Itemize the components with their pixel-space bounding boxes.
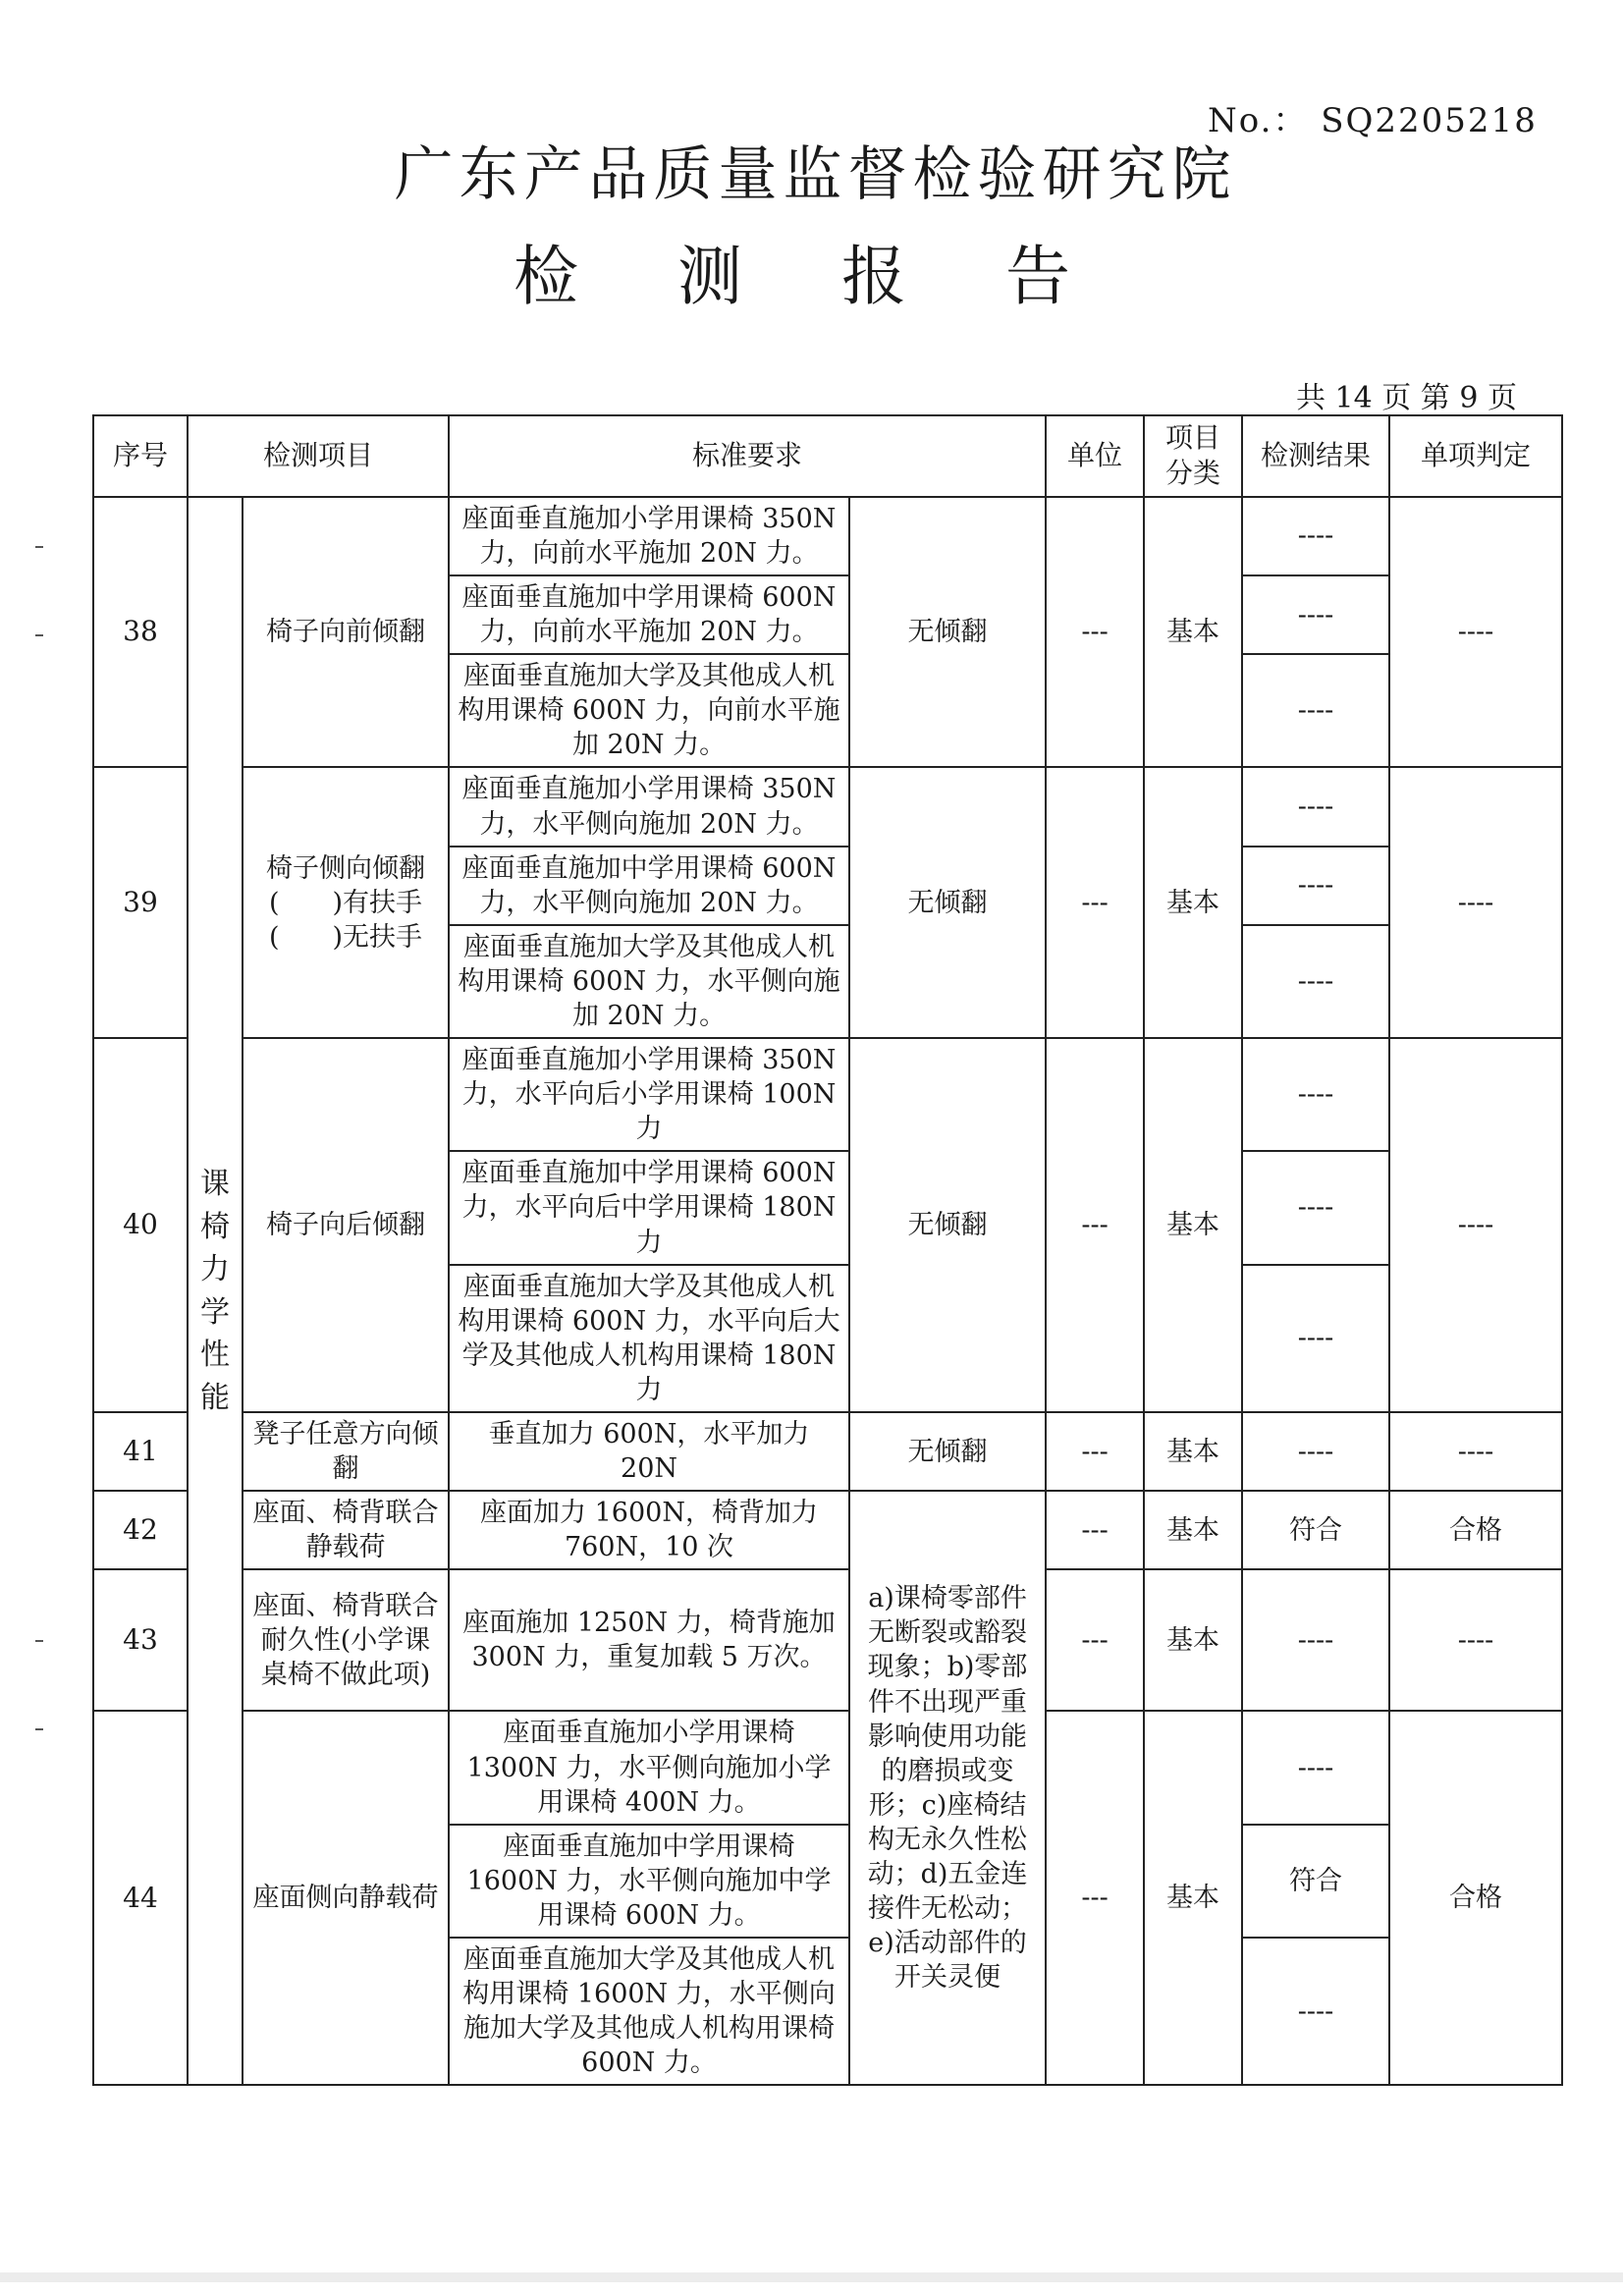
verdict: 合格: [1389, 1711, 1562, 2085]
row-number: 39: [93, 767, 188, 1038]
table-row: [93, 1412, 1562, 1491]
test-item: [243, 767, 449, 1038]
result: ----: [1242, 654, 1389, 767]
unit: ---: [1046, 1038, 1144, 1412]
classification: 基本: [1144, 497, 1242, 768]
category-label: 课 椅 力 学 性 能: [200, 1167, 230, 1415]
verdict: ----: [1389, 497, 1562, 768]
verdict: ----: [1389, 1569, 1562, 1711]
test-item: 椅子向前倾翻: [243, 497, 449, 768]
test-condition: 座面垂直施加大学及其他成人机构用课椅 600N 力，向前水平施加 20N 力。: [449, 654, 849, 767]
col-header-unit: 单位: [1046, 415, 1144, 497]
test-condition: 座面垂直施加小学用课椅 350N 力，水平侧向施加 20N 力。: [449, 767, 849, 846]
result: ----: [1242, 1412, 1389, 1491]
test-condition: 座面垂直施加中学用课椅 1600N 力，水平侧向施加中学用课椅 600N 力。: [449, 1825, 849, 1938]
classification: 基本: [1144, 1491, 1242, 1569]
test-condition: 座面垂直施加大学及其他成人机构用课椅 600N 力，水平向后大学及其他成人机构用课椅 180N 力: [449, 1265, 849, 1412]
criterion: 无倾翻: [849, 767, 1046, 1038]
classification: 基本: [1144, 1412, 1242, 1491]
result: ----: [1242, 767, 1389, 846]
result: ----: [1242, 925, 1389, 1038]
test-condition: 座面垂直施加中学用课椅 600N 力，水平向后中学用课椅 180N 力: [449, 1151, 849, 1264]
test-condition: 座面施加 1250N 力，椅背施加 300N 力，重复加载 5 万次。: [449, 1569, 849, 1711]
test-item: 凳子任意方向倾翻: [243, 1412, 449, 1491]
row-number: 44: [93, 1711, 188, 2085]
test-item: 座面、椅背联合耐久性(小学课桌椅不做此项): [243, 1569, 449, 1711]
report-number: No.： SQ2205218: [1208, 101, 1538, 140]
row-number: 38: [93, 497, 188, 768]
test-item: 座面侧向静载荷: [243, 1711, 449, 2085]
page-info: 共 14 页 第 9 页: [1296, 381, 1517, 415]
test-condition: 座面垂直施加小学用课椅 350N 力，水平向后小学用课椅 100N 力: [449, 1038, 849, 1151]
test-condition: 座面垂直施加小学用课椅 350N 力，向前水平施加 20N 力。: [449, 497, 849, 575]
row-number: 43: [93, 1569, 188, 1711]
result: ----: [1242, 1038, 1389, 1151]
test-item-line: ( )无扶手: [268, 921, 423, 953]
col-header-no: 序号: [93, 415, 188, 497]
verdict: ----: [1389, 1412, 1562, 1491]
table-row: [93, 767, 1562, 846]
shared-criterion: a)课椅零部件无断裂或豁裂现象；b)零部件不出现严重影响使用功能的磨损或变形；c)座椅结构无永久性松动；d)五金连接件无松动；e)活动部件的开关灵便: [849, 1491, 1046, 2085]
criterion: 无倾翻: [849, 1412, 1046, 1491]
scan-margin-mark: [35, 546, 43, 548]
test-item: 椅子向后倾翻: [243, 1038, 449, 1412]
classification: 基本: [1144, 1711, 1242, 2085]
result: ----: [1242, 847, 1389, 925]
table-row: [93, 1711, 1562, 1824]
test-condition: 座面垂直施加中学用课椅 600N 力，水平侧向施加 20N 力。: [449, 847, 849, 925]
scan-margin-mark: [35, 1728, 43, 1730]
table-row: [93, 497, 1562, 575]
unit: ---: [1046, 1412, 1144, 1491]
test-condition: 座面垂直施加大学及其他成人机构用课椅 600N 力，水平侧向施加 20N 力。: [449, 925, 849, 1038]
test-item: 座面、椅背联合静载荷: [243, 1491, 449, 1569]
verdict: ----: [1389, 1038, 1562, 1412]
report-title: 检 测 报 告: [514, 239, 1109, 314]
scan-edge: [0, 2272, 1623, 2282]
test-item-line: 椅子侧向倾翻: [266, 852, 425, 884]
col-header-standard: 标准要求: [449, 415, 1046, 497]
test-condition: 座面加力 1600N，椅背加力 760N，10 次: [449, 1491, 849, 1569]
table-row: [93, 1569, 1562, 1711]
test-condition: 座面垂直施加小学用课椅 1300N 力，水平侧向施加小学用课椅 400N 力。: [449, 1711, 849, 1824]
result: 符合: [1242, 1825, 1389, 1938]
result: ----: [1242, 1938, 1389, 2085]
result: ----: [1242, 1711, 1389, 1824]
row-number: 42: [93, 1491, 188, 1569]
result: ----: [1242, 1151, 1389, 1264]
verdict: ----: [1389, 767, 1562, 1038]
criterion: 无倾翻: [849, 497, 1046, 768]
col-header-verdict: 单项判定: [1389, 415, 1562, 497]
test-condition: 垂直加力 600N，水平加力 20N: [449, 1412, 849, 1491]
result: ----: [1242, 1265, 1389, 1412]
table-row: [93, 1038, 1562, 1151]
test-condition: 座面垂直施加中学用课椅 600N 力，向前水平施加 20N 力。: [449, 575, 849, 654]
criterion: 无倾翻: [849, 1038, 1046, 1412]
scan-margin-mark: [35, 634, 43, 636]
classification: 基本: [1144, 767, 1242, 1038]
test-item-line: ( )有扶手: [268, 887, 423, 918]
unit: ---: [1046, 767, 1144, 1038]
table-header-row: [93, 415, 1562, 497]
row-number: 41: [93, 1412, 188, 1491]
test-results-table: [92, 414, 1563, 2086]
unit: ---: [1046, 1569, 1144, 1711]
col-header-item: 检测项目: [188, 415, 449, 497]
classification: 基本: [1144, 1569, 1242, 1711]
col-header-classification: 项目分类: [1144, 415, 1242, 497]
unit: ---: [1046, 1711, 1144, 2085]
result: ----: [1242, 1569, 1389, 1711]
unit: ---: [1046, 1491, 1144, 1569]
result: ----: [1242, 575, 1389, 654]
verdict: 合格: [1389, 1491, 1562, 1569]
category-cell: [188, 497, 243, 2086]
test-condition: 座面垂直施加大学及其他成人机构用课椅 1600N 力，水平侧向施加大学及其他成人机构用课椅 600N 力。: [449, 1938, 849, 2085]
table-row: [93, 1491, 1562, 1569]
col-header-result: 检测结果: [1242, 415, 1389, 497]
unit: ---: [1046, 497, 1144, 768]
result: ----: [1242, 497, 1389, 575]
classification: 基本: [1144, 1038, 1242, 1412]
result: 符合: [1242, 1491, 1389, 1569]
institute-name: 广东产品质量监督检验研究院: [394, 140, 1237, 209]
scan-margin-mark: [35, 1640, 43, 1642]
row-number: 40: [93, 1038, 188, 1412]
